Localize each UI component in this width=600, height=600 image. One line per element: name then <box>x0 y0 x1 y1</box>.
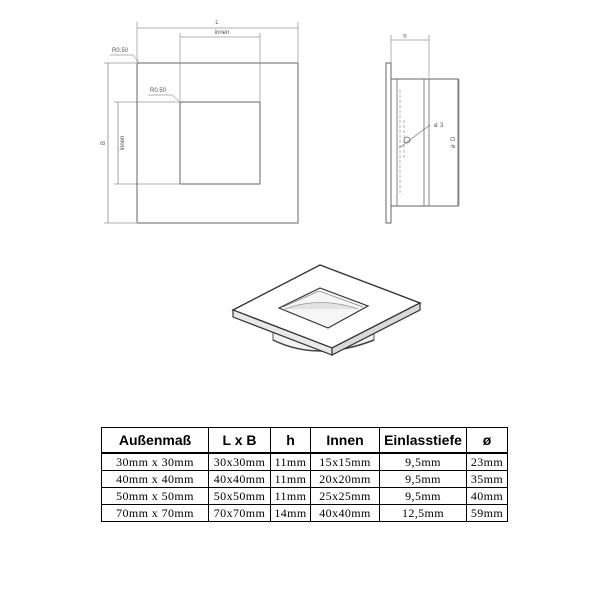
col-header-outer-size: Außenmaß <box>102 428 209 454</box>
table-row <box>102 488 508 505</box>
table-cell: 9,5mm <box>380 471 467 488</box>
table-cell: 50mm x 50mm <box>102 488 209 505</box>
col-header-diameter: ø <box>467 428 508 454</box>
table-cell: 20x20mm <box>311 471 380 488</box>
inner-square <box>180 102 260 184</box>
table-row <box>102 453 508 471</box>
table-cell: 70mm x 70mm <box>102 505 209 522</box>
isometric-view <box>233 265 420 355</box>
radius-outer-label: R0.50 <box>112 48 129 54</box>
dim-diameter-label: D <box>451 136 457 141</box>
table-cell: 70x70mm <box>209 505 271 522</box>
table-cell: 9,5mm <box>380 453 467 471</box>
table-cell: 25x25mm <box>311 488 380 505</box>
dim-inner-height-label: innen <box>120 135 126 151</box>
front-view <box>104 22 298 223</box>
outer-square <box>137 63 298 223</box>
table-cell: 40x40mm <box>311 505 380 522</box>
dim-h-label: h <box>403 34 407 40</box>
side-view-labels <box>403 34 457 148</box>
front-view-labels <box>101 20 229 150</box>
table-row <box>102 471 508 488</box>
flange-plate <box>386 63 391 223</box>
spec-table <box>101 427 508 522</box>
table-cell: 30x30mm <box>209 453 271 471</box>
table-cell: 35mm <box>467 471 508 488</box>
table-row <box>102 505 508 522</box>
table-header-row <box>102 428 508 454</box>
dim-length-label: L <box>215 20 219 26</box>
diameter-symbol-icon: ø <box>434 123 438 129</box>
table-cell: 12,5mm <box>380 505 467 522</box>
dim-small-label: 3 <box>440 123 444 129</box>
table-cell: 59mm <box>467 505 508 522</box>
table-cell: 30mm x 30mm <box>102 453 209 471</box>
dim-inner-width-label: innen <box>214 30 230 36</box>
table-cell: 14mm <box>271 505 311 522</box>
table-cell: 23mm <box>467 453 508 471</box>
radius-inner-label: R0.50 <box>150 88 167 94</box>
table-cell: 50x50mm <box>209 488 271 505</box>
cylinder-body <box>391 79 458 206</box>
table-cell: 40mm x 40mm <box>102 471 209 488</box>
diameter-symbol-icon-2: ø <box>451 144 457 148</box>
table-cell: 40x40mm <box>209 471 271 488</box>
table-cell: 11mm <box>271 471 311 488</box>
table-cell: 11mm <box>271 453 311 471</box>
table-cell: 40mm <box>467 488 508 505</box>
table-cell: 9,5mm <box>380 488 467 505</box>
col-header-depth: Einlasstiefe <box>380 428 467 454</box>
table-cell: 15x15mm <box>311 453 380 471</box>
side-view <box>386 35 459 223</box>
col-header-lxb: L x B <box>209 428 271 454</box>
col-header-h: h <box>271 428 311 454</box>
table-cell: 11mm <box>271 488 311 505</box>
dim-height-label: B <box>101 140 107 146</box>
col-header-inner: Innen <box>311 428 380 454</box>
